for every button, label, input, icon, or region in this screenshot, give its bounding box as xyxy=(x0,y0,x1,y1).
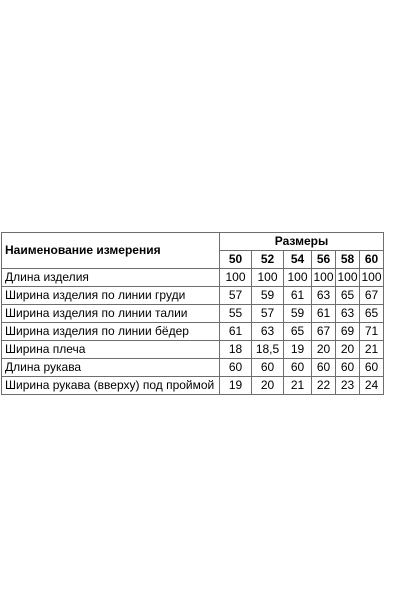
measurement-value: 19 xyxy=(220,377,252,395)
measurement-value: 65 xyxy=(336,287,360,305)
table-row xyxy=(2,341,384,359)
measurement-value: 61 xyxy=(312,305,336,323)
measurement-value: 100 xyxy=(252,269,284,287)
size-label: 56 xyxy=(312,251,336,269)
measurement-value: 18,5 xyxy=(252,341,284,359)
measurement-value: 20 xyxy=(336,341,360,359)
measurement-value: 57 xyxy=(220,287,252,305)
measurement-value: 59 xyxy=(284,305,312,323)
size-label: 50 xyxy=(220,251,252,269)
measurement-value: 60 xyxy=(284,359,312,377)
measurement-value: 100 xyxy=(284,269,312,287)
measurement-value: 61 xyxy=(284,287,312,305)
measurement-value: 65 xyxy=(360,305,384,323)
measurement-value: 63 xyxy=(252,323,284,341)
measurement-value: 100 xyxy=(220,269,252,287)
size-table-body xyxy=(2,233,384,395)
table-row xyxy=(2,269,384,287)
measurement-value: 55 xyxy=(220,305,252,323)
measurement-value: 60 xyxy=(252,359,284,377)
measurement-value: 57 xyxy=(252,305,284,323)
measurement-value: 100 xyxy=(336,269,360,287)
measurement-name: Ширина рукава (вверху) под проймой xyxy=(2,377,220,395)
measurement-value: 60 xyxy=(336,359,360,377)
measurement-header: Наименование измерения xyxy=(2,233,220,269)
measurement-name: Ширина изделия по линии груди xyxy=(2,287,220,305)
measurement-name: Длина изделия xyxy=(2,269,220,287)
size-label: 58 xyxy=(336,251,360,269)
measurement-value: 22 xyxy=(312,377,336,395)
table-row xyxy=(2,305,384,323)
header-row xyxy=(2,233,384,251)
measurement-value: 63 xyxy=(336,305,360,323)
table-row xyxy=(2,359,384,377)
size-label: 52 xyxy=(252,251,284,269)
measurement-value: 18 xyxy=(220,341,252,359)
measurement-value: 65 xyxy=(284,323,312,341)
measurement-value: 60 xyxy=(220,359,252,377)
measurement-value: 21 xyxy=(360,341,384,359)
size-label: 60 xyxy=(360,251,384,269)
measurement-value: 20 xyxy=(312,341,336,359)
measurement-name: Длина рукава xyxy=(2,359,220,377)
table-row xyxy=(2,287,384,305)
measurement-value: 19 xyxy=(284,341,312,359)
measurement-name: Ширина плеча xyxy=(2,341,220,359)
measurement-value: 24 xyxy=(360,377,384,395)
measurement-value: 71 xyxy=(360,323,384,341)
measurement-name: Ширина изделия по линии талии xyxy=(2,305,220,323)
size-chart xyxy=(1,232,384,395)
measurement-value: 23 xyxy=(336,377,360,395)
measurement-value: 100 xyxy=(312,269,336,287)
measurement-value: 69 xyxy=(336,323,360,341)
measurement-value: 100 xyxy=(360,269,384,287)
table-row xyxy=(2,323,384,341)
size-label: 54 xyxy=(284,251,312,269)
measurement-value: 60 xyxy=(312,359,336,377)
sizes-header: Размеры xyxy=(220,233,384,251)
measurement-value: 20 xyxy=(252,377,284,395)
measurement-value: 61 xyxy=(220,323,252,341)
measurement-name: Ширина изделия по линии бёдер xyxy=(2,323,220,341)
measurement-value: 60 xyxy=(360,359,384,377)
measurement-value: 59 xyxy=(252,287,284,305)
size-table xyxy=(1,232,384,395)
measurement-value: 67 xyxy=(360,287,384,305)
measurement-value: 67 xyxy=(312,323,336,341)
table-row xyxy=(2,377,384,395)
measurement-value: 63 xyxy=(312,287,336,305)
measurement-value: 21 xyxy=(284,377,312,395)
